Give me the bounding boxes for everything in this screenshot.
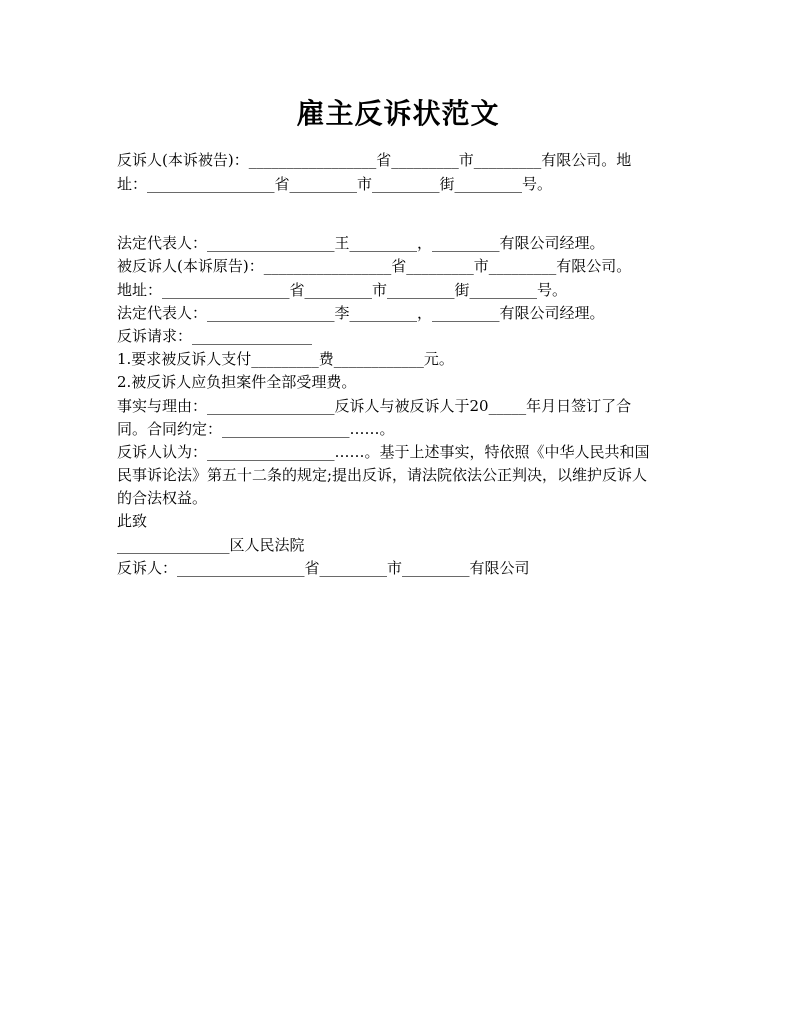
text-line-counterclaimant-address: 址：_________________省_________市_________街_________号。 [117, 175, 553, 193]
text-line-court: _______________区人民法院 [117, 536, 305, 554]
text-line-reasons-1: 反诉人认为：_________________……。基于上述事实，特依照《中华人民共和国 [117, 443, 650, 461]
text-line-counter-respondent: 被反诉人(本诉原告)：_________________省_________市_________有限公司。 [117, 257, 632, 275]
text-line-reasons-2: 民事诉论法》第五十二条的规定;提出反诉，请法院依法公正判决，以维护反诉人 [117, 466, 648, 484]
text-line-claims-heading: 反诉请求：________________ [117, 327, 313, 345]
document-title: 雇主反诉状范文 [296, 97, 500, 130]
text-line-claim-1: 1.要求被反诉人支付_________费____________元。 [117, 350, 454, 368]
text-line-reasons-3: 的合法权益。 [117, 489, 208, 507]
text-line-legal-rep-2: 法定代表人：_________________李_________，_________有限公司经理。 [117, 304, 605, 322]
text-line-signature: 反诉人：_________________省_________市_________有限公司 [117, 559, 530, 577]
text-line-counterclaimant: 反诉人(本诉被告)：_________________省_________市_________有限公司。地 [117, 151, 632, 169]
text-line-facts-2: 同。合同约定：_________________……。 [117, 420, 395, 438]
text-line-salutation: 此致 [117, 512, 148, 530]
text-line-respondent-address: 地址：_________________省_________市_________街_________号。 [117, 281, 568, 299]
text-line-claim-2: 2.被反诉人应负担案件全部受理费。 [117, 373, 357, 391]
text-line-legal-rep-1: 法定代表人：_________________王_________，_________有限公司经理。 [117, 234, 605, 252]
text-line-facts-1: 事实与理由：_________________反诉人与被反诉人于20_____年月日签订了合 [117, 397, 632, 415]
